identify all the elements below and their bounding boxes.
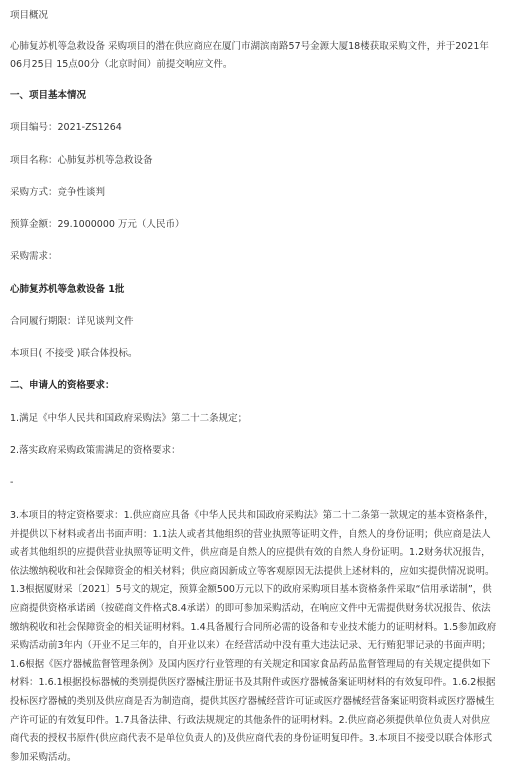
project-number: 项目编号：2021-ZS1264 [10, 122, 122, 133]
contract-period: 合同履行期限：详见谈判文件 [10, 316, 134, 327]
section1-title: 一、项目基本情况 [10, 90, 87, 101]
requirement-2-dash: - [10, 477, 14, 488]
requirements-label: 采购需求： [10, 251, 58, 262]
requirement-2: 2.落实政府采购政策需满足的资格要求： [10, 445, 181, 456]
section2-title: 二、申请人的资格要求： [10, 380, 115, 391]
consortium-note: 本项目( 不接受 )联合体投标。 [10, 348, 138, 359]
overview-heading: 项目概况 [10, 10, 49, 21]
procurement-method: 采购方式：竞争性谈判 [10, 187, 106, 198]
requirement-1: 1.满足《中华人民共和国政府采购法》第二十二条规定； [10, 413, 248, 424]
intro-paragraph: 心肺复苏机等急救设备 采购项目的潜在供应商应在厦门市湖滨南路57号金源大厦18楼获取采购文件，并于2021年06月25日 15点00分（北京时间）前提交响应文件。 [10, 41, 489, 70]
project-name: 项目名称：心肺复苏机等急救设备 [10, 155, 153, 166]
budget-amount: 预算金额：29.1000000 万元（人民币） [10, 219, 185, 230]
requirement-3: 3.本项目的特定资格要求：1.供应商应具备《中华人民共和国政府采购法》第二十二条第一款规定的基本资格条件，并提供以下材料或者出书面声明：1.1法人或者其他组织的营业执照等证明文件，自然人的身份证明；供应商是法人或者其他组织的应提供营业执照等证明文件，供应商是自然人的应提供有效的自然人身份证明。1.2财务状况报告，依法缴纳税收和社会保障资金的相关材料；供应商因新成立等客观原因无法提供上述材料的，应如实提供情况说明。1.3根据厦财采〔2021〕5号文的规定，预算金额500万元以下的政府采购项目基本资格条件采取“信用承诺制”，供应商提供资格承诺函（按磋商文件格式8.4承诺）的即可参加采购活动，在响应文件中无需提供财务状况报告、依法缴纳税收和社会保障资金的相关证明材料。1.4具备履行合同所必需的设备和专业技术能力的证明材料。1.5参加政府采购活动前3年内（开业不足三年的，自开业以来）在经营活动中没有重大违法记录、无行贿犯罪记录的书面声明；1.6根据《医疗器械监督管理条例》及国内医疗行业管理的有关规定和国家食品药品监督管理局的有关规定提供如下材料：1.6.1根据投标器械的类别提供医疗器械注册证书及其附件或医疗器械备案证明材料的有效复印件。1.6.2根据投标医疗器械的类别及供应商是否为制造商，提供其医疗器械经营许可证或医疗器械经营备案证明资料或医疗器械生产许可证的有效复印件。1.7具备法律、行政法规规定的其他条件的证明材料。2.供应商必须提供单位负责人对供应商代表的授权书原件(供应商代表不是单位负责人的)及供应商代表的身份证明复印件。3.本项目不接受以联合体形式参加采购活动。 [10, 510, 497, 763]
procurement-item: 心肺复苏机等急救设备 1批 [10, 284, 125, 295]
